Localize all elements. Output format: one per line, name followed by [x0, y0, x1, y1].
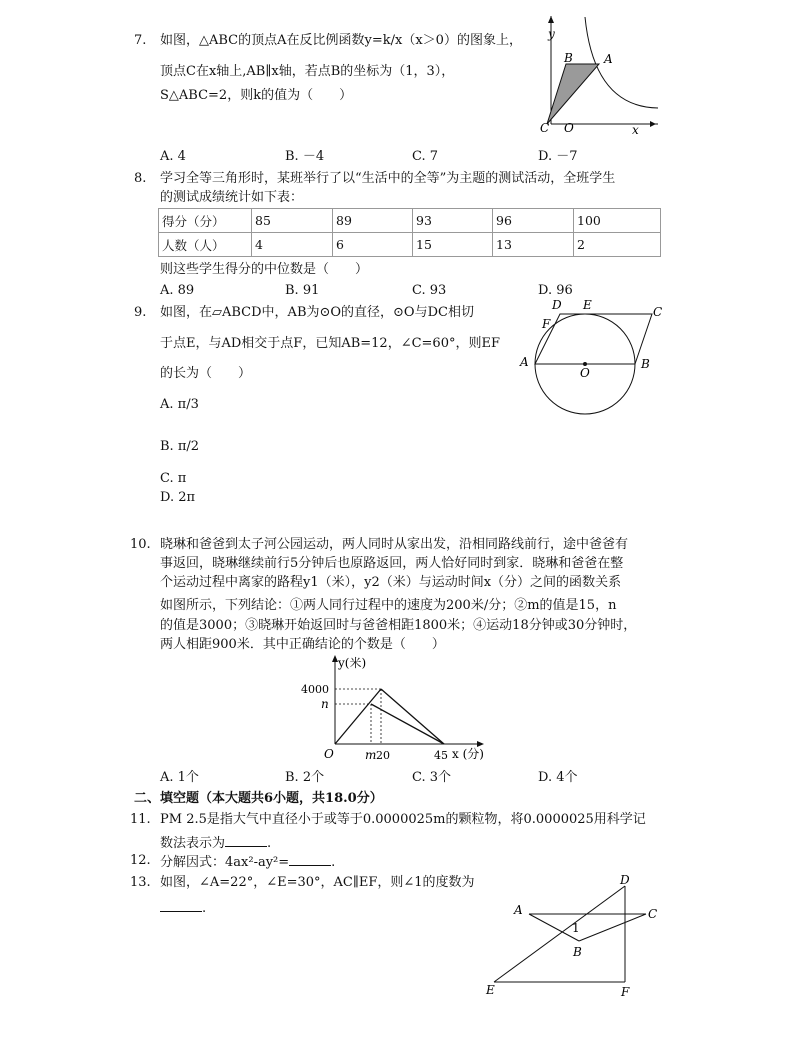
q10-fig-origin: O [324, 747, 334, 761]
q7-option-c[interactable]: C. 7 [412, 149, 439, 164]
q13-number: 13. [130, 875, 151, 890]
q13-fig-C: C [648, 907, 658, 921]
q10-line4: 如图所示，下列结论：①两人同行过程中的速度为200米/分；②m的值是15，n [160, 598, 617, 613]
q9-fig-A: A [520, 355, 529, 369]
q10-line6: 两人相距900米．其中正确结论的个数是（ ） [160, 637, 445, 652]
table-cell: 6 [333, 233, 413, 257]
q11-line2 [160, 834, 271, 852]
q13-fig-D: D [620, 873, 630, 887]
q13-end: . [202, 901, 207, 916]
q10-line3: 个运动过程中离家的路程y1（米），y2（米）与运动时间x（分）之间的函数关系 [160, 575, 622, 590]
table-row [159, 233, 661, 257]
q12-line [160, 853, 335, 871]
q13-figure [480, 870, 666, 1004]
q9-fig-D: D [552, 298, 562, 312]
q8-line2: 的测试成绩统计如下表： [160, 190, 304, 205]
table-cell: 人数（人） [159, 233, 252, 257]
q10-option-b[interactable]: B. 2个 [285, 770, 325, 785]
table-cell: 96 [493, 209, 574, 233]
q10-fig-yn: n [321, 697, 329, 711]
q7-fig-x: x [632, 123, 639, 137]
q9-line3: 的长为（ ） [160, 366, 252, 381]
q13-fig-B: B [573, 945, 582, 959]
q12-number: 12. [130, 853, 151, 868]
q7-fig-y: y [548, 27, 555, 41]
q9-option-a[interactable]: A. π/3 [160, 397, 199, 412]
q9-fig-B: B [641, 357, 650, 371]
q9-line1: 如图，在▱ABCD中，AB为⊙O的直径，⊙O与DC相切 [160, 305, 474, 320]
q10-fig-xlabel: x (分) [452, 747, 484, 761]
q13-fig-A: A [514, 903, 523, 917]
q9-figure [512, 294, 668, 444]
table-cell: 89 [333, 209, 413, 233]
q9-fig-O: O [580, 366, 590, 380]
q10-fig-x45: 45 [434, 749, 448, 762]
table-cell: 100 [574, 209, 661, 233]
q8-line1: 学习全等三角形时，某班举行了以“生活中的全等”为主题的测试活动，全班学生 [160, 171, 616, 186]
table-cell: 得分（分） [159, 209, 252, 233]
q7-line3: S△ABC=2，则k的值为（ ） [160, 88, 353, 103]
q11-text: PM 2.5是指大气中直径小于或等于0.0000025m的颗粒物，将0.0000025用科学记 [160, 812, 646, 827]
q9-option-b[interactable]: B. π/2 [160, 439, 200, 454]
q9-number: 9. [134, 305, 147, 320]
q8-option-b[interactable]: B. 91 [285, 283, 320, 298]
q8-option-c[interactable]: C. 93 [412, 283, 447, 298]
q13-fig-one: 1 [572, 921, 580, 935]
q10-option-a[interactable]: A. 1个 [160, 770, 199, 785]
q7-line1: 如图，△ABC的顶点A在反比例函数y=k/x（x＞0）的图象上， [160, 33, 522, 48]
q13-answer-blank[interactable] [160, 899, 202, 912]
q10-fig-x20: 20 [376, 749, 390, 762]
q11-answer-blank[interactable] [225, 834, 267, 847]
q10-fig-ylabel: y(米) [338, 656, 367, 670]
q10-fig-y4000: 4000 [301, 683, 329, 696]
q8-option-a[interactable]: A. 89 [160, 283, 195, 298]
table-cell: 13 [493, 233, 574, 257]
q12-text: 分解因式：4ax²-ay²= [160, 855, 290, 870]
q12-answer-blank[interactable] [289, 853, 331, 866]
table-cell: 4 [252, 233, 333, 257]
section-2-title: 二、填空题（本大题共6小题，共18.0分） [134, 791, 383, 806]
q10-figure [298, 652, 492, 768]
q9-option-d[interactable]: D. 2π [160, 490, 196, 505]
q7-fig-O: O [564, 121, 574, 135]
q13-fig-F: F [621, 985, 630, 999]
q13-line2 [160, 899, 206, 917]
q9-line2: 于点E，与AD相交于点F，已知AB=12，∠C=60°，则EF [160, 336, 500, 351]
q7-fig-A: A [604, 52, 613, 66]
q12-end: . [331, 855, 336, 870]
q11-text2: 数法表示为 [160, 836, 226, 851]
q10-option-d[interactable]: D. 4个 [538, 770, 578, 785]
q13-text: 如图，∠A=22°，∠E=30°，AC∥EF，则∠1的度数为 [160, 875, 475, 890]
q8-line3: 则这些学生得分的中位数是（ ） [160, 262, 369, 277]
table-cell: 2 [574, 233, 661, 257]
q9-fig-C: C [653, 305, 663, 319]
q7-option-d[interactable]: D. －7 [538, 149, 578, 164]
q7-number: 7. [134, 33, 147, 48]
q10-line2: 事返回，晓琳继续前行5分钟后也原路返回，两人恰好同时到家．晓琳和爸爸在整 [160, 556, 624, 571]
q10-line1: 晓琳和爸爸到太子河公园运动，两人同时从家出发，沿相同路线前行，途中爸爸有 [160, 537, 629, 552]
q7-fig-B: B [564, 51, 573, 65]
table-cell: 85 [252, 209, 333, 233]
q7-fig-C: C [540, 121, 550, 135]
q8-number: 8. [134, 171, 147, 186]
q10-option-c[interactable]: C. 3个 [412, 770, 452, 785]
q7-figure [528, 12, 662, 142]
q9-fig-E: E [583, 298, 592, 312]
score-table [158, 208, 661, 257]
q13-fig-E: E [486, 983, 495, 997]
q11-number: 11. [130, 812, 151, 827]
q8-option-d[interactable]: D. 96 [538, 283, 573, 298]
q7-option-a[interactable]: A. 4 [160, 149, 186, 164]
table-cell: 15 [413, 233, 493, 257]
q10-number: 10. [130, 537, 151, 552]
q7-line2: 顶点C在x轴上,AB∥x轴，若点B的坐标为（1，3）， [160, 64, 455, 79]
table-row [159, 209, 661, 233]
q9-option-c[interactable]: C. π [160, 471, 187, 486]
table-cell: 93 [413, 209, 493, 233]
q10-fig-xm: m [365, 748, 377, 762]
q9-fig-F: F [542, 317, 551, 331]
q7-option-b[interactable]: B. －4 [285, 149, 325, 164]
q10-line5: 的值是3000；③晓琳开始返回时与爸爸相距1800米；④运动18分钟或30分钟时， [160, 618, 637, 633]
q11-end: . [267, 836, 272, 851]
